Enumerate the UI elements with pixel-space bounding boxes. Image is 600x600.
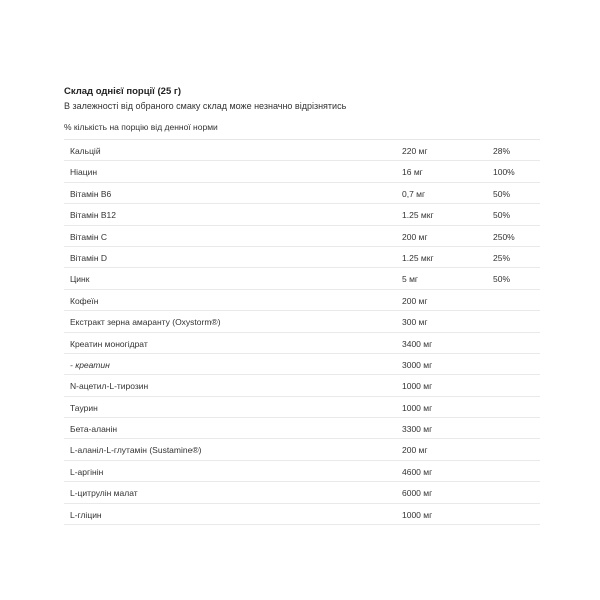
ingredient-amount: 1000 мг <box>402 509 433 520</box>
ingredient-amount: 1.25 мкг <box>402 210 434 221</box>
table-row <box>64 504 540 525</box>
ingredient-amount: 4600 мг <box>402 466 433 477</box>
ingredient-amount: 220 мг <box>402 146 428 156</box>
table-row <box>64 418 540 439</box>
daily-value-percent: 100% <box>493 167 515 178</box>
ingredient-amount: 1.25 мкг <box>402 252 434 263</box>
daily-value-percent: 50% <box>493 210 511 221</box>
ingredient-name: L-аргінін <box>70 466 104 477</box>
ingredient-name: L-цитрулін малат <box>70 488 138 499</box>
daily-value-percent: 50% <box>493 274 511 285</box>
table-row <box>64 397 540 418</box>
ingredient-amount: 3300 мг <box>402 424 433 435</box>
table-row <box>64 226 540 247</box>
daily-value-percent: 25% <box>493 252 511 263</box>
ingredient-name: L-гліцин <box>70 509 102 520</box>
table-row <box>64 354 540 375</box>
ingredient-amount: 6000 мг <box>402 488 433 499</box>
table-row <box>64 140 540 161</box>
ingredient-amount: 1000 мг <box>402 381 433 392</box>
nutrition-panel <box>64 86 540 525</box>
table-row <box>64 461 540 482</box>
daily-value-percent: 28% <box>493 146 511 156</box>
ingredient-name: Цинк <box>70 274 90 285</box>
table-row <box>64 268 540 289</box>
table-row <box>64 204 540 225</box>
nutrition-table <box>64 139 540 525</box>
table-row <box>64 311 540 332</box>
ingredient-name: Кальцій <box>70 146 101 156</box>
table-row <box>64 161 540 182</box>
ingredient-name: N-ацетил-L-тирозин <box>70 381 149 392</box>
ingredient-amount: 16 мг <box>402 167 423 178</box>
ingredient-amount: 200 мг <box>402 231 428 242</box>
ingredient-name: Таурин <box>70 402 98 413</box>
ingredient-amount: 3000 мг <box>402 359 433 370</box>
table-row <box>64 439 540 460</box>
table-row <box>64 375 540 396</box>
serving-title: Склад однієї порції (25 г) <box>64 86 181 97</box>
ingredient-name: Вітамін B6 <box>70 188 112 199</box>
daily-value-percent: 50% <box>493 188 511 199</box>
ingredient-name: Кофеїн <box>70 295 99 306</box>
ingredient-name: Бета-аланін <box>70 424 118 435</box>
ingredient-name: L-аланіл-L-глутамін (Sustamine®) <box>70 445 202 456</box>
ingredient-name: Екстракт зерна амаранту (Oxystorm®) <box>70 317 221 328</box>
ingredient-name: Вітамін C <box>70 231 108 242</box>
ingredient-amount: 300 мг <box>402 317 428 328</box>
ingredient-name: - креатин <box>70 359 110 370</box>
ingredient-amount: 5 мг <box>402 274 419 285</box>
ingredient-name: Креатин моногідрат <box>70 338 148 349</box>
table-row <box>64 183 540 204</box>
table-row <box>64 247 540 268</box>
ingredient-amount: 200 мг <box>402 295 428 306</box>
table-row <box>64 333 540 354</box>
serving-subtitle: В залежності від обраного смаку склад може незначно відрізнятись <box>64 101 347 111</box>
ingredient-name: Ніацин <box>70 167 98 178</box>
ingredient-amount: 0,7 мг <box>402 188 426 199</box>
ingredient-amount: 1000 мг <box>402 402 433 413</box>
ingredient-amount: 200 мг <box>402 445 428 456</box>
daily-value-legend: % кількість на порцію від денної норми <box>64 122 218 132</box>
table-row <box>64 290 540 311</box>
ingredient-amount: 3400 мг <box>402 338 433 349</box>
daily-value-percent: 250% <box>493 231 515 242</box>
table-row <box>64 482 540 503</box>
ingredient-name: Вітамін B12 <box>70 210 116 221</box>
ingredient-name: Вітамін D <box>70 252 108 263</box>
